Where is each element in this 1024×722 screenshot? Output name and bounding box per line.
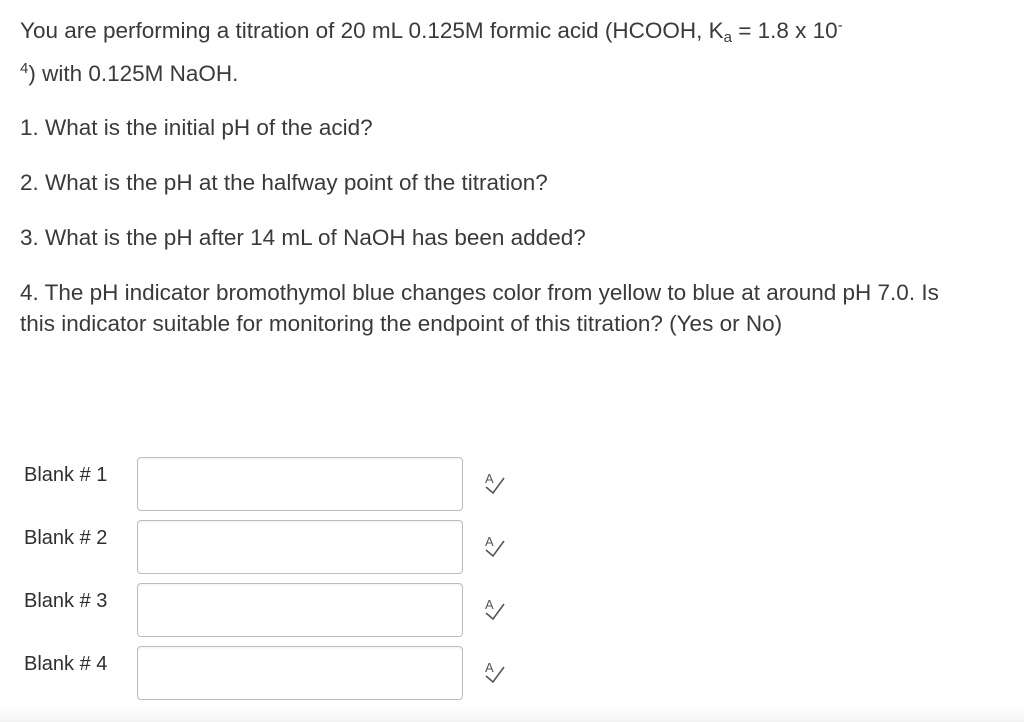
question-item-3: 3. What is the pH after 14 mL of NaOH has been added? [20, 225, 586, 250]
blank-label-1: Blank # 1 [24, 464, 108, 486]
blank-row-3 [24, 583, 544, 639]
question-intro [20, 10, 980, 89]
svg-text:A: A [485, 534, 494, 549]
blank-row-4 [24, 646, 544, 702]
svg-text:A: A [485, 471, 494, 486]
blank-label-3: Blank # 3 [24, 590, 108, 612]
blank-label-4: Blank # 4 [24, 653, 108, 675]
question-text [20, 10, 980, 363]
question-item-4: 4. The pH indicator bromothymol blue changes color from yellow to blue at around pH 7.0. Is this indicator suitable for monitoring the endpoint of this titration? (Yes or No) [20, 280, 939, 336]
blank-label-2: Blank # 2 [24, 527, 108, 549]
blank-row-2 [24, 520, 544, 576]
question-item-1: 1. What is the initial pH of the acid? [20, 115, 373, 140]
intro-text-end: ) with 0.125M NaOH. [28, 61, 239, 86]
spellcheck-icon[interactable] [483, 470, 507, 496]
intro-text-ka-value: = 1.8 x 10 [731, 18, 838, 43]
ka-exponent-digit: 4 [20, 60, 29, 77]
spellcheck-icon[interactable] [483, 596, 507, 622]
spellcheck-icon[interactable] [483, 659, 507, 685]
svg-text:A: A [485, 660, 494, 675]
blank-input-4[interactable] [137, 646, 463, 700]
blank-input-3[interactable] [137, 583, 463, 637]
blank-row-1 [24, 457, 544, 513]
intro-text-start: You are performing a titration of 20 mL 0.125M formic acid (HCOOH, K [20, 18, 724, 43]
question-item-2: 2. What is the pH at the halfway point of the titration? [20, 170, 548, 195]
blank-input-2[interactable] [137, 520, 463, 574]
svg-text:A: A [485, 597, 494, 612]
bottom-fade [0, 704, 1024, 722]
blank-input-1[interactable] [137, 457, 463, 511]
ka-exponent-sign: - [837, 17, 843, 34]
ka-subscript: a [723, 29, 732, 46]
spellcheck-icon[interactable] [483, 533, 507, 559]
